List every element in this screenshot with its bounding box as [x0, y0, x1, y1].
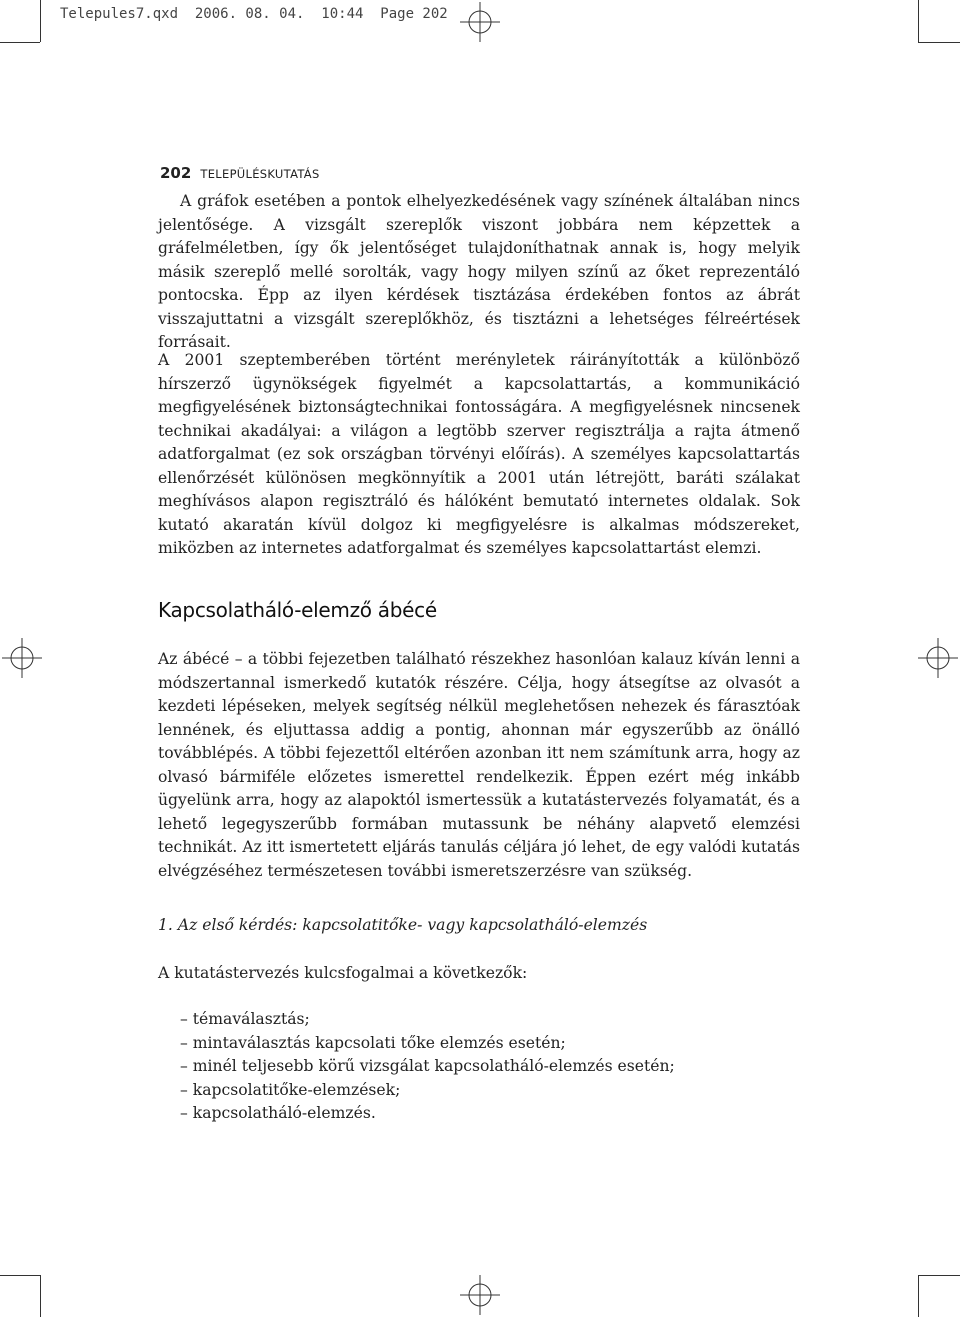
paragraph-graph-points: A gráfok esetében a pontok elhelyezkedésének vagy színének általában nincs jelentősége. A vizsgált szereplők viszont jobbára nem képzettek a gráfelméletben, így ők jelentőséget tulajdoníthatnak annak is, hogy melyik másik szereplő mellé sorolták, vagy hogy milyen színű az őket reprezentáló pontocska. Épp az ilyen kérdések tisztázása érdekében fontos az ábrát visszajuttatni a vizsgált szereplőkhöz, és tisztázni a lehetséges félreértések forrásait. — [158, 192, 800, 351]
registration-mark-icon — [460, 2, 500, 42]
list-item: – minél teljesebb körű vizsgálat kapcsolatháló-elemzés esetén; — [180, 1057, 675, 1075]
crop-mark — [40, 0, 41, 42]
section-heading: Kapcsolatháló-elemző ábécé — [158, 598, 437, 622]
registration-mark-icon — [460, 1275, 500, 1315]
running-title: TELEPÜLÉSKUTATÁS — [200, 167, 320, 181]
paragraph-surveillance: A 2001 szeptemberében történt merényletek ráirányították a különböző hírszerző ügynökségek figyelmét a kapcsolattartás, a kommunikáció megfigyelésének biztonságtechnikai fontosságára. A megfigyelésnek nincsenek technikai akadályai: a világon a legtöbb szerver regisztrálja a rajta átmenő adatforgalmat (ez sok országban törvényi előírás). A személyes kapcsolattartás ellenőrzését különösen megkönnyítik a 2001 után létrejött, baráti szálakat meghívásos alapon regisztráló és hálóként bemutató internetes oldalak. Sok kutató akaratán kívül dolgoz ki megfigyelésre is alkalmas módszereket, miközben az internetes adatforgalmat és személyes kapcsolattartást elemzi. — [158, 351, 800, 557]
file-slug: Telepules7.qxd 2006. 08. 04. 10:44 Page 202 — [60, 6, 448, 22]
registration-mark-icon — [918, 638, 958, 678]
crop-mark — [918, 42, 960, 43]
running-header — [160, 163, 320, 182]
key-concepts-list — [180, 1008, 675, 1126]
sub-heading: 1. Az első kérdés: kapcsolatitőke- vagy kapcsolatháló-elemzés — [158, 916, 648, 934]
crop-mark — [918, 0, 919, 42]
list-item: – témaválasztás; — [180, 1010, 310, 1028]
list-item: – kapcsolatitőke-elemzések; — [180, 1080, 401, 1099]
crop-mark — [0, 1275, 40, 1276]
crop-mark — [40, 1275, 41, 1317]
list-intro: A kutatástervezés kulcsfogalmai a következők: — [158, 964, 528, 982]
crop-mark — [0, 42, 40, 43]
list-item: – mintaválasztás kapcsolati tőke elemzés esetén; — [180, 1033, 566, 1052]
page-number: 202 — [160, 164, 192, 182]
crop-mark — [918, 1275, 960, 1276]
registration-mark-icon — [2, 638, 42, 678]
crop-mark — [918, 1275, 919, 1317]
list-item: – kapcsolatháló-elemzés. — [180, 1104, 376, 1122]
paragraph-abc-intro: Az ábécé – a többi fejezetben található részekhez hasonlóan kalauz kíván lenni a módszertannal ismerkedő kutatók részére. Célja, hogy átsegítse az olvasót a kezdeti lépéseken, melyek segítség nélkül meglehetősen nehezek és fárasztóak lennének, és eljuttassa addig a pontig, ahonnan már egyszerűbb az önálló továbblépés. A többi fejezettől eltérően azonban itt nem számítunk arra, hogy az olvasó bármiféle előzetes ismerettel rendelkezik. Éppen ezért még inkább ügyelünk arra, hogy az alapoktól ismertessük a kutatástervezés folyamatát, és a lehető legegyszerűbb formában mutassunk be néhány alapvető elemzési technikát. Az itt ismertetett eljárás tanulás céljára jó lehet, de egy valódi kutatás elvégzéséhez természetesen további ismeretszerzésre van szükség. — [158, 650, 800, 880]
